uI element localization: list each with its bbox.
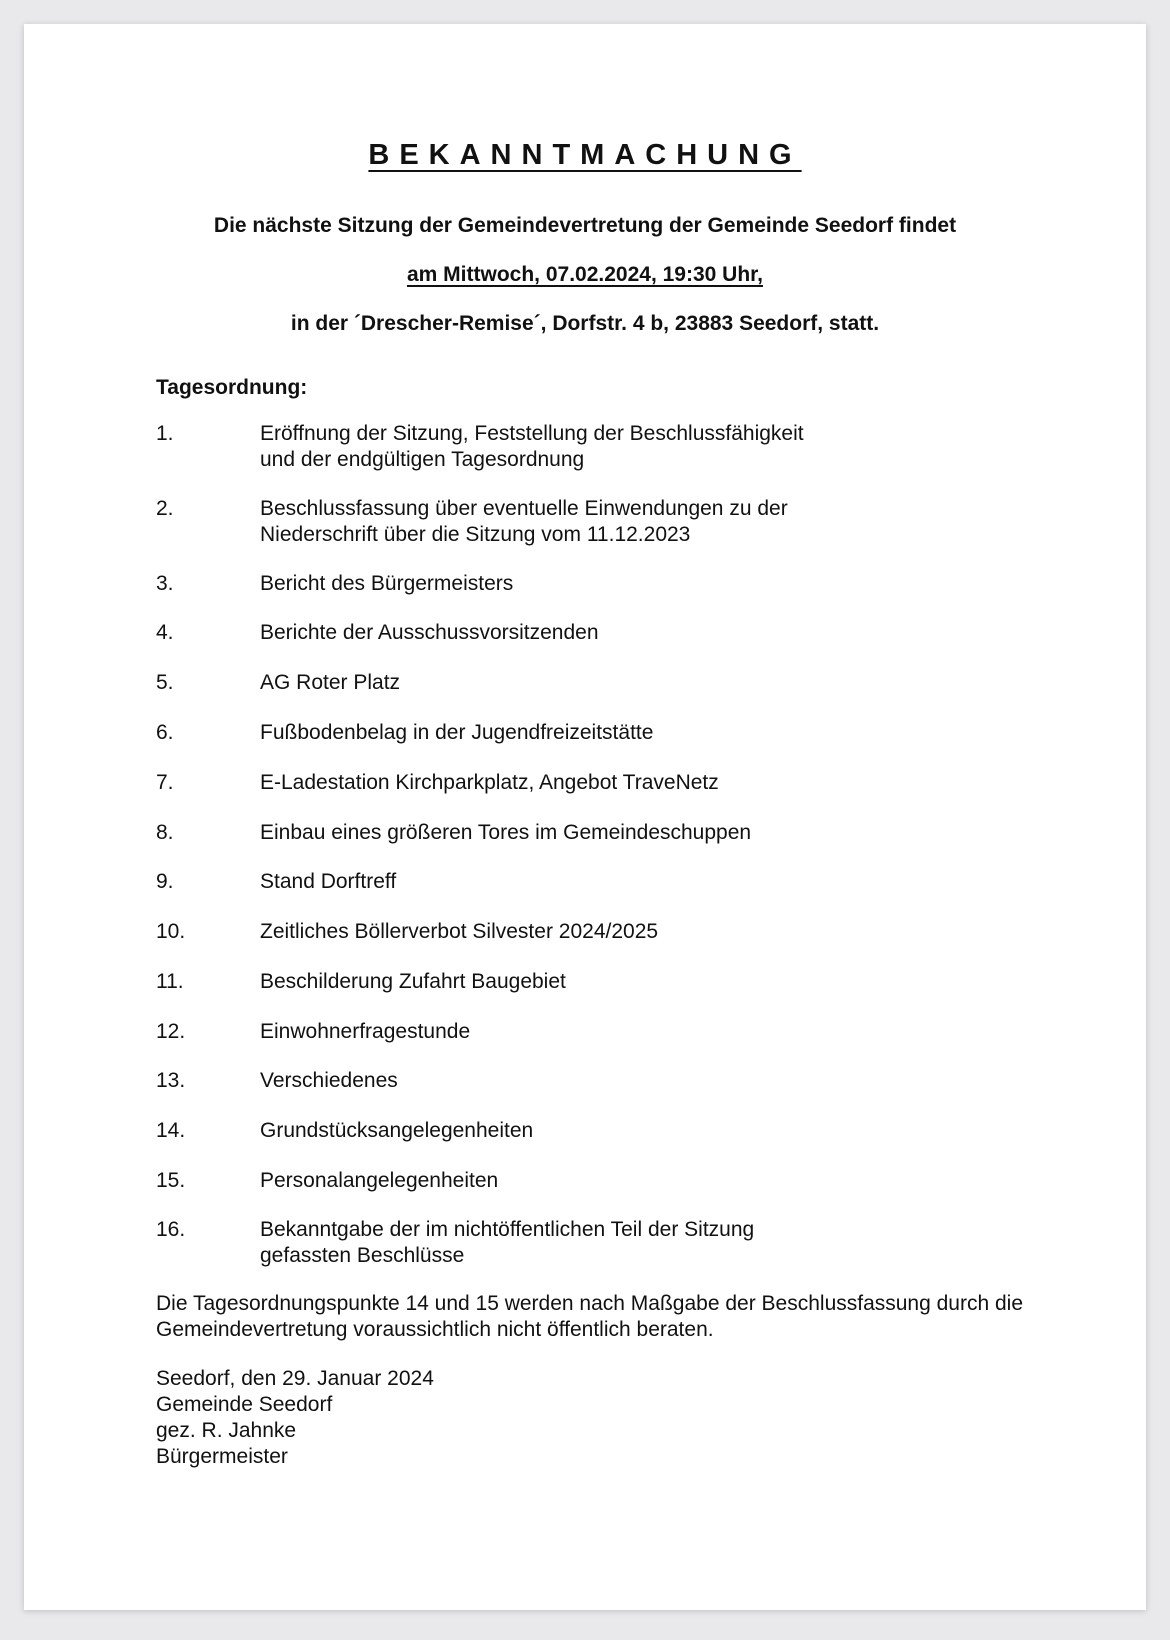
signature-role: Bürgermeister — [156, 1445, 288, 1468]
agenda-item-number: 10. — [156, 920, 186, 943]
agenda-item-text: Zeitliches Böllerverbot Silvester 2024/2025 — [260, 920, 659, 943]
signature-municipality: Gemeinde Seedorf — [156, 1393, 333, 1416]
agenda-item-number: 1. — [156, 422, 174, 445]
agenda-item-number: 3. — [156, 572, 174, 595]
agenda-item-text: AG Roter Platz — [260, 671, 401, 694]
document-title: BEKANNTMACHUNG — [368, 139, 802, 171]
meeting-location-line: in der ´Drescher-Remise´, Dorfstr. 4 b, 23883 Seedorf, statt. — [290, 312, 880, 335]
agenda-heading: Tagesordnung: — [156, 376, 308, 399]
agenda-item-number: 8. — [156, 821, 174, 844]
agenda-item-text: Grundstücksangelegenheiten — [260, 1119, 534, 1142]
agenda-item-text: E-Ladestation Kirchparkplatz, Angebot TraveNetz — [260, 771, 719, 794]
agenda-item-text: Beschlussfassung über eventuelle Einwendungen zu der Niederschrift über die Sitzung vom 11.12.2023 — [260, 497, 788, 546]
agenda-item-text: Berichte der Ausschussvorsitzenden — [260, 621, 599, 644]
meeting-date-line: am Mittwoch, 07.02.2024, 19:30 Uhr, — [407, 263, 763, 286]
agenda-item-text: Stand Dorftreff — [260, 870, 397, 893]
signature-signed: gez. R. Jahnke — [156, 1419, 297, 1442]
agenda-item-number: 11. — [156, 970, 184, 993]
agenda-item-text: Einbau eines größeren Tores im Gemeindeschuppen — [260, 821, 752, 844]
signature-place-date: Seedorf, den 29. Januar 2024 — [156, 1367, 434, 1390]
agenda-item-text: Einwohnerfragestunde — [260, 1020, 471, 1043]
agenda-item-number: 16. — [156, 1218, 186, 1241]
agenda-item-number: 7. — [156, 771, 174, 794]
agenda-item-number: 5. — [156, 671, 174, 694]
agenda-item-text: Personalangelegenheiten — [260, 1169, 499, 1192]
agenda-item-number: 13. — [156, 1069, 186, 1092]
agenda-footnote: Die Tagesordnungspunkte 14 und 15 werden nach Maßgabe der Beschlussfassung durch die Gemeindevertretung voraussichtlich nicht öffentlich beraten. — [156, 1292, 1024, 1341]
agenda-item-number: 12. — [156, 1020, 186, 1043]
agenda-item-number: 9. — [156, 870, 174, 893]
agenda-item-text: Beschilderung Zufahrt Baugebiet — [260, 970, 566, 993]
agenda-item-number: 2. — [156, 497, 174, 520]
agenda-item-text: Eröffnung der Sitzung, Feststellung der Beschlussfähigkeit und der endgültigen Tagesordnung — [260, 422, 804, 471]
agenda-item-number: 4. — [156, 621, 174, 644]
agenda-item-number: 15. — [156, 1169, 186, 1192]
agenda-item-text: Fußbodenbelag in der Jugendfreizeitstätte — [260, 721, 654, 744]
intro-line-1: Die nächste Sitzung der Gemeindevertretung der Gemeinde Seedorf findet — [213, 214, 957, 237]
agenda-item-text: Verschiedenes — [260, 1069, 398, 1092]
document-page — [24, 24, 1146, 1610]
agenda-item-text: Bekanntgabe der im nichtöffentlichen Teil der Sitzung gefassten Beschlüsse — [260, 1218, 755, 1267]
agenda-item-text: Bericht des Bürgermeisters — [260, 572, 514, 595]
agenda-item-number: 14. — [156, 1119, 186, 1142]
agenda-item-number: 6. — [156, 721, 174, 744]
